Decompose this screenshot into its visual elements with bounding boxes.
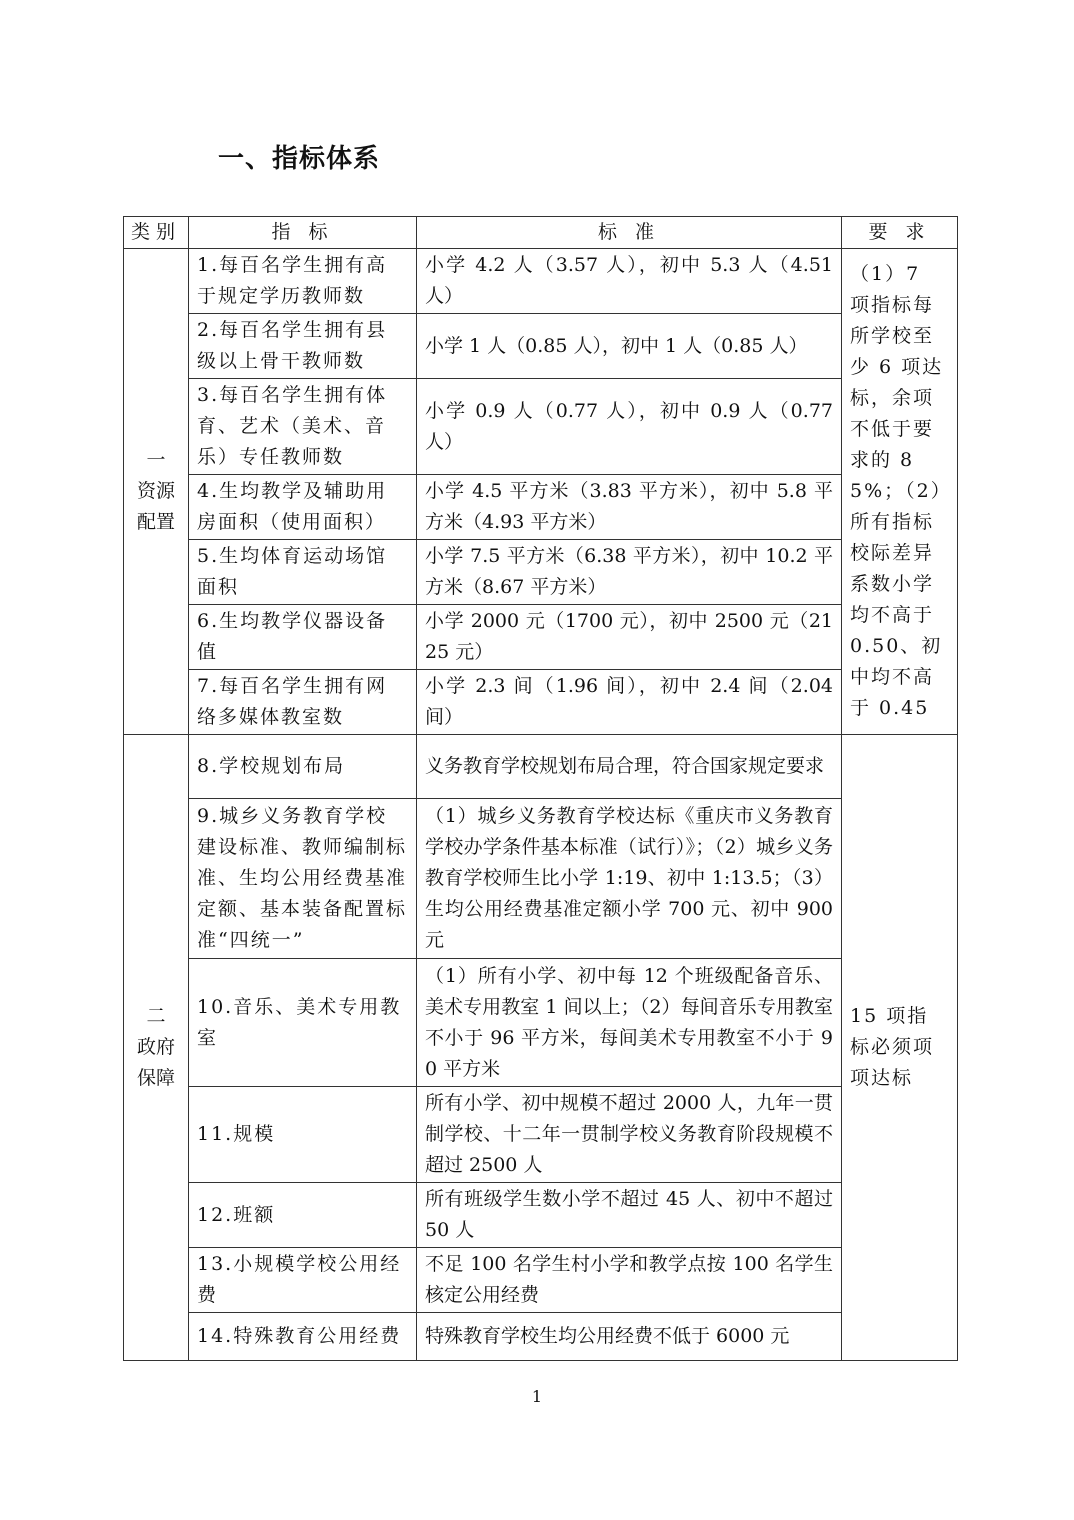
standard-cell: 所有班级学生数小学不超过 45 人、初中不超过 50 人 xyxy=(417,1183,842,1248)
indicator-cell: 11.规模 xyxy=(189,1087,417,1183)
standard-cell: 义务教育学校规划布局合理，符合国家规定要求 xyxy=(417,735,842,799)
category-name-line: 政府 xyxy=(136,1036,175,1058)
table-row xyxy=(124,735,958,799)
requirement-cell: （1）7 项指标每所学校至少 6 项达标，余项不低于要求的 85%；（2）所有指标校际差异系数小学均不高于 0.50、初中均不高于 0.45 xyxy=(842,249,958,735)
indicator-cell: 8.学校规划布局 xyxy=(189,735,417,799)
table-row xyxy=(124,379,958,475)
indicator-cell: 3.每百名学生拥有体育、艺术（美术、音乐）专任教师数 xyxy=(189,379,417,475)
standard-cell: 小学 2.3 间（1.96 间），初中 2.4 间（2.04 间） xyxy=(417,670,842,735)
category-name-line: 资源 xyxy=(136,480,175,502)
indicator-cell: 1.每百名学生拥有高于规定学历教师数 xyxy=(189,249,417,314)
category-number: 二 xyxy=(146,1005,166,1027)
category-name-line: 保障 xyxy=(136,1067,175,1089)
category-number: 一 xyxy=(146,449,166,471)
standard-cell: 小学 4.5 平方米（3.83 平方米），初中 5.8 平方米（4.93 平方米） xyxy=(417,475,842,540)
table-row xyxy=(124,475,958,540)
standard-cell: 小学 0.9 人（0.77 人），初中 0.9 人（0.77 人） xyxy=(417,379,842,475)
indicator-table xyxy=(123,216,958,1361)
indicator-cell: 13.小规模学校公用经费 xyxy=(189,1248,417,1313)
category-cell-government xyxy=(124,735,189,1361)
table-row xyxy=(124,314,958,379)
indicator-cell: 14.特殊教育公用经费 xyxy=(189,1313,417,1361)
standard-cell: 小学 2000 元（1700 元），初中 2500 元（2125 元） xyxy=(417,605,842,670)
indicator-cell: 7.每百名学生拥有网络多媒体教室数 xyxy=(189,670,417,735)
header-standard: 标 准 xyxy=(417,217,842,249)
standard-cell: 所有小学、初中规模不超过 2000 人，九年一贯制学校、十二年一贯制学校义务教育阶段规模不超过 2500 人 xyxy=(417,1087,842,1183)
standard-cell: 小学 4.2 人（3.57 人），初中 5.3 人（4.51 人） xyxy=(417,249,842,314)
table-row xyxy=(124,1087,958,1183)
indicator-cell: 6.生均教学仪器设备值 xyxy=(189,605,417,670)
standard-cell: 不足 100 名学生村小学和教学点按 100 名学生核定公用经费 xyxy=(417,1248,842,1313)
table-row xyxy=(124,1313,958,1361)
table-row xyxy=(124,605,958,670)
indicator-cell: 12.班额 xyxy=(189,1183,417,1248)
indicator-cell: 5.生均体育运动场馆面积 xyxy=(189,540,417,605)
table-row xyxy=(124,959,958,1087)
page-number: 1 xyxy=(531,1387,543,1406)
indicator-cell: 9.城乡义务教育学校建设标准、教师编制标准、生均公用经费基准定额、基本装备配置标准“四统一” xyxy=(189,799,417,959)
category-cell-resource xyxy=(124,249,189,735)
header-indicator: 指 标 xyxy=(189,217,417,249)
table-header-row xyxy=(124,217,958,249)
table-row xyxy=(124,799,958,959)
table-row xyxy=(124,1248,958,1313)
standard-cell: （1）所有小学、初中每 12 个班级配备音乐、美术专用教室 1 间以上；（2）每间音乐专用教室不小于 96 平方米，每间美术专用教室不小于 90 平方米 xyxy=(417,959,842,1087)
standard-cell: 小学 7.5 平方米（6.38 平方米），初中 10.2 平方米（8.67 平方米） xyxy=(417,540,842,605)
table-row xyxy=(124,540,958,605)
requirement-cell: 15 项指标必须项项达标 xyxy=(842,735,958,1361)
category-name-line: 配置 xyxy=(136,511,175,533)
indicator-cell: 2.每百名学生拥有县级以上骨干教师数 xyxy=(189,314,417,379)
standard-cell: 特殊教育学校生均公用经费不低于 6000 元 xyxy=(417,1313,842,1361)
indicator-cell: 4.生均教学及辅助用房面积（使用面积） xyxy=(189,475,417,540)
header-requirement: 要 求 xyxy=(842,217,958,249)
table-row xyxy=(124,1183,958,1248)
section-heading: 一、指标体系 xyxy=(218,144,381,174)
table-row xyxy=(124,670,958,735)
header-category: 类别 xyxy=(124,217,189,249)
standard-cell: （1）城乡义务教育学校达标《重庆市义务教育学校办学条件基本标准（试行）》；（2）城乡义务教育学校师生比小学 1:19、初中 1:13.5；（3）生均公用经费基准定额小学 700 元、初中 900 元 xyxy=(417,799,842,959)
indicator-cell: 10.音乐、美术专用教室 xyxy=(189,959,417,1087)
standard-cell: 小学 1 人（0.85 人），初中 1 人（0.85 人） xyxy=(417,314,842,379)
table-row xyxy=(124,249,958,314)
